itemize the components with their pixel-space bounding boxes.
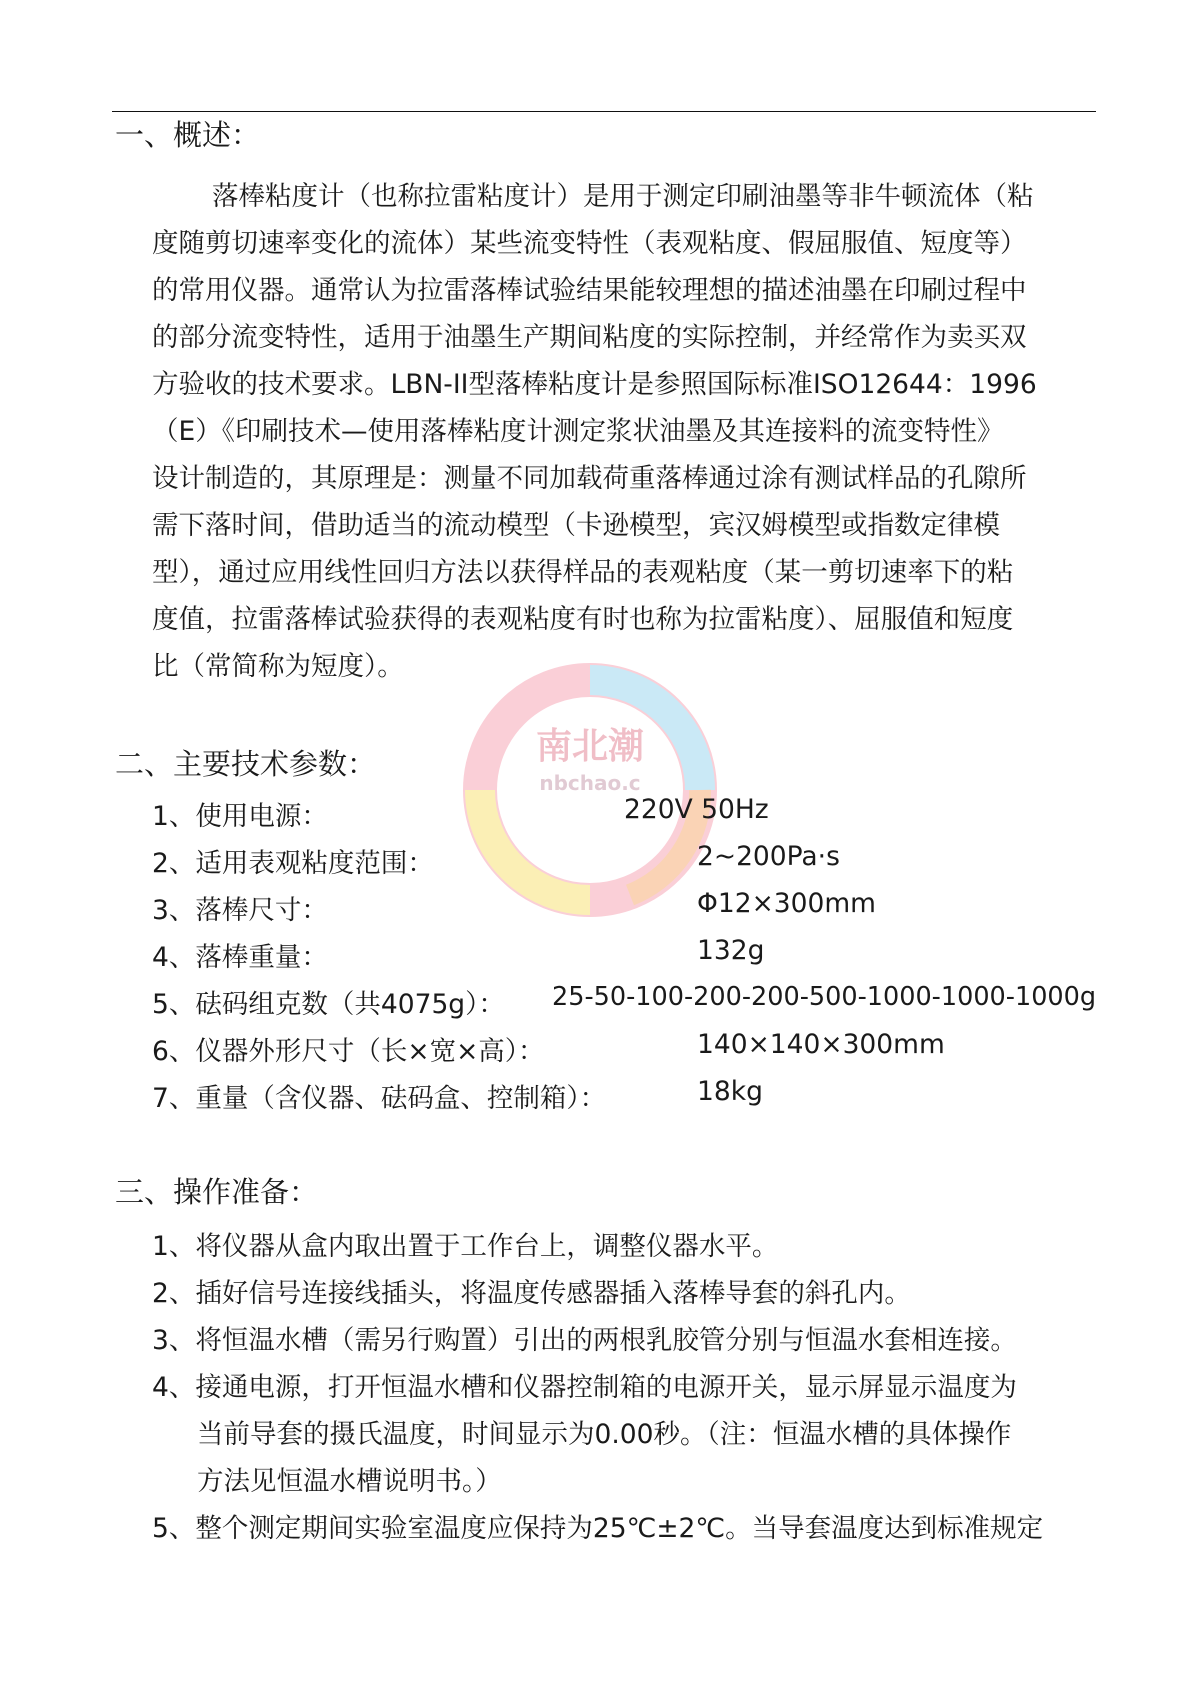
watermark-domain: nbchao.c xyxy=(539,771,641,795)
section1-line: 度随剪切速率变化的流体）某些流变特性（表观粘度、假屈服值、短度等） xyxy=(152,228,1027,259)
section1-line: 型），通过应用线性回归方法以获得样品的表观粘度（某一剪切速率下的粘 xyxy=(152,557,1014,588)
spec-value: 140×140×300mm xyxy=(697,1029,945,1060)
section1-line: 的部分流变特性，适用于油墨生产期间粘度的实际控制，并经常作为卖买双 xyxy=(152,322,1027,353)
step-line: 2、插好信号连接线插头，将温度传感器插入落棒导套的斜孔内。 xyxy=(152,1278,911,1309)
spec-label: 6、仪器外形尺寸（长×宽×高）： xyxy=(152,1036,545,1067)
spec-label: 2、适用表观粘度范围： xyxy=(152,848,434,879)
section1-line: 的常用仪器。通常认为拉雷落棒试验结果能较理想的描述油墨在印刷过程中 xyxy=(152,275,1027,306)
section1-line: 比（常简称为短度）。 xyxy=(152,651,404,682)
section1-line: 设计制造的，其原理是：测量不同加载荷重落棒通过涂有测试样品的孔隙所 xyxy=(152,463,1027,494)
step-line: 3、将恒温水槽（需另行购置）引出的两根乳胶管分别与恒温水套相连接。 xyxy=(152,1325,1017,1356)
section1-line: 需下落时间，借助适当的流动模型（卡逊模型，宾汉姆模型或指数定律模 xyxy=(152,510,1000,541)
step-line: 方法见恒温水槽说明书。） xyxy=(197,1466,502,1497)
spec-value: 2~200Pa·s xyxy=(697,841,840,872)
watermark-brand: 南北潮 xyxy=(535,725,645,767)
spec-label: 4、落棒重量： xyxy=(152,942,328,973)
section3-title: 三、操作准备： xyxy=(115,1175,319,1209)
spec-value: 220V 50Hz xyxy=(624,794,769,825)
nbchao-watermark-logo xyxy=(440,640,740,940)
section1-line: 方验收的技术要求。LBN-II型落棒粘度计是参照国际标准ISO12644：1996 xyxy=(152,369,1037,400)
spec-label: 3、落棒尺寸： xyxy=(152,895,328,926)
spec-value: 25-50-100-200-200-500-1000-1000-1000g xyxy=(552,982,1097,1012)
spec-value: Φ12×300mm xyxy=(697,888,876,919)
spec-label: 7、重量（含仪器、砝码盒、控制箱）： xyxy=(152,1083,607,1114)
step-line: 4、接通电源，打开恒温水槽和仪器控制箱的电源开关，显示屏显示温度为 xyxy=(152,1372,1017,1403)
spec-label: 5、砝码组克数（共4075g）： xyxy=(152,989,505,1020)
spec-value: 132g xyxy=(697,935,765,966)
spec-value: 18kg xyxy=(697,1076,763,1107)
step-line: 1、将仪器从盒内取出置于工作台上，调整仪器水平。 xyxy=(152,1231,779,1262)
section1-line: 落棒粘度计（也称拉雷粘度计）是用于测定印刷油墨等非牛顿流体（粘 xyxy=(212,181,1034,212)
section1-line: 度值，拉雷落棒试验获得的表观粘度有时也称为拉雷粘度）、屈服值和短度 xyxy=(152,604,1014,635)
section1-line: （E）《印刷技术—使用落棒粘度计测定浆状油墨及其连接料的流变特性》 xyxy=(152,416,1004,447)
step-line: 当前导套的摄氏温度，时间显示为0.00秒。（注：恒温水槽的具体操作 xyxy=(197,1419,1012,1450)
top-rule xyxy=(112,111,1096,112)
step-line: 5、整个测定期间实验室温度应保持为25℃±2℃。当导套温度达到标准规定 xyxy=(152,1513,1044,1544)
section2-title: 二、主要技术参数： xyxy=(115,747,377,781)
spec-label: 1、使用电源： xyxy=(152,801,328,832)
section1-title: 一、概述： xyxy=(115,118,261,152)
